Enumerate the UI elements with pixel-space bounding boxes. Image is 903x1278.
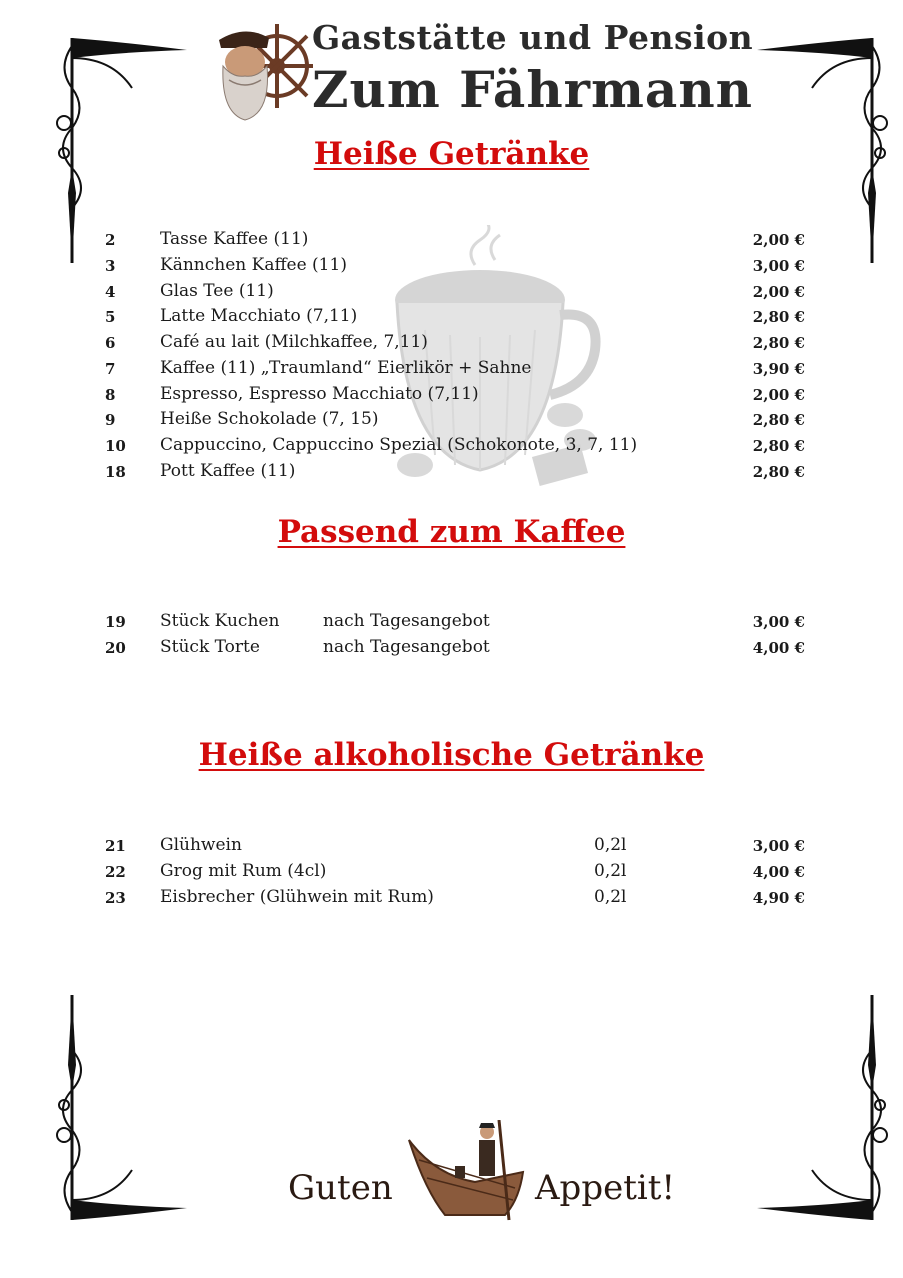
- item-description: nach Tagesangebot: [323, 611, 490, 631]
- item-price: 3,00 €: [752, 613, 805, 631]
- item-price: 2,00 €: [752, 386, 805, 404]
- item-name: Eisbrecher (Glühwein mit Rum): [160, 887, 434, 907]
- item-price: 4,00 €: [752, 639, 805, 657]
- item-name: Kaffee (11) „Traumland“ Eierlikör + Sahne: [160, 358, 532, 378]
- item-price: 4,90 €: [752, 889, 805, 907]
- ferryman-boat-icon: [405, 1120, 525, 1225]
- item-name: Café au lait (Milchkaffee, 7,11): [160, 332, 428, 352]
- item-name: Stück Torte: [160, 637, 260, 657]
- item-price: 4,00 €: [752, 863, 805, 881]
- item-price: 2,80 €: [752, 437, 805, 455]
- item-price: 2,00 €: [752, 283, 805, 301]
- item-name: Glühwein: [160, 835, 242, 855]
- item-price: 3,00 €: [752, 837, 805, 855]
- item-name: Pott Kaffee (11): [160, 461, 296, 481]
- menu-row: [0, 229, 903, 255]
- item-name: Tasse Kaffee (11): [160, 229, 309, 249]
- item-price: 2,80 €: [752, 334, 805, 352]
- item-name: Glas Tee (11): [160, 281, 274, 301]
- menu-row: [0, 637, 903, 663]
- item-name: Kännchen Kaffee (11): [160, 255, 347, 275]
- menu-row: [0, 281, 903, 307]
- item-number: 6: [105, 334, 116, 352]
- item-number: 2: [105, 231, 116, 249]
- menu-row: [0, 887, 903, 913]
- item-price: 3,90 €: [752, 360, 805, 378]
- section-title-with-coffee: Passend zum Kaffee: [277, 514, 626, 550]
- menu-row: [0, 461, 903, 487]
- menu-row: [0, 835, 903, 861]
- menu-row: [0, 611, 903, 637]
- item-number: 9: [105, 411, 116, 429]
- section-title-hot-alcoholic: Heiße alkoholische Getränke: [198, 737, 705, 773]
- item-number: 20: [105, 639, 126, 657]
- menu-row: [0, 332, 903, 358]
- menu-row: [0, 435, 903, 461]
- ferryman-logo-icon: [205, 18, 315, 123]
- item-price: 2,00 €: [752, 231, 805, 249]
- menu-row: [0, 409, 903, 435]
- item-name: Espresso, Espresso Macchiato (7,11): [160, 384, 479, 404]
- item-name: Stück Kuchen: [160, 611, 280, 631]
- item-price: 2,80 €: [752, 463, 805, 481]
- item-volume: 0,2l: [594, 861, 627, 881]
- item-number: 19: [105, 613, 126, 631]
- menu-row: [0, 358, 903, 384]
- item-name: Cappuccino, Cappuccino Spezial (Schokonote, 3, 7, 11): [160, 435, 638, 455]
- item-name: Heiße Schokolade (7, 15): [160, 409, 379, 429]
- item-price: 2,80 €: [752, 308, 805, 326]
- item-number: 3: [105, 257, 116, 275]
- item-name: Grog mit Rum (4cl): [160, 861, 327, 881]
- item-description: nach Tagesangebot: [323, 637, 490, 657]
- item-number: 23: [105, 889, 126, 907]
- item-volume: 0,2l: [594, 835, 627, 855]
- item-volume: 0,2l: [594, 887, 627, 907]
- item-price: 3,00 €: [752, 257, 805, 275]
- menu-row: [0, 861, 903, 887]
- item-number: 7: [105, 360, 116, 378]
- item-number: 5: [105, 308, 116, 326]
- header-subtitle: Gaststätte und Pension: [312, 18, 754, 57]
- item-price: 2,80 €: [752, 411, 805, 429]
- menu-row: [0, 255, 903, 281]
- section-title-hot-drinks: Heiße Getränke: [313, 136, 590, 172]
- corner-ornament-bottom-right: [752, 990, 892, 1230]
- item-number: 8: [105, 386, 116, 404]
- item-number: 10: [105, 437, 126, 455]
- item-number: 4: [105, 283, 116, 301]
- item-name: Latte Macchiato (7,11): [160, 306, 358, 326]
- footer-word-guten: Guten: [288, 1168, 393, 1208]
- footer-word-appetit: Appetit!: [535, 1168, 676, 1208]
- menu-row: [0, 384, 903, 410]
- item-number: 21: [105, 837, 126, 855]
- header-title: Zum Fährmann: [312, 60, 754, 119]
- menu-row: [0, 306, 903, 332]
- corner-ornament-bottom-left: [52, 990, 192, 1230]
- item-number: 18: [105, 463, 126, 481]
- item-number: 22: [105, 863, 126, 881]
